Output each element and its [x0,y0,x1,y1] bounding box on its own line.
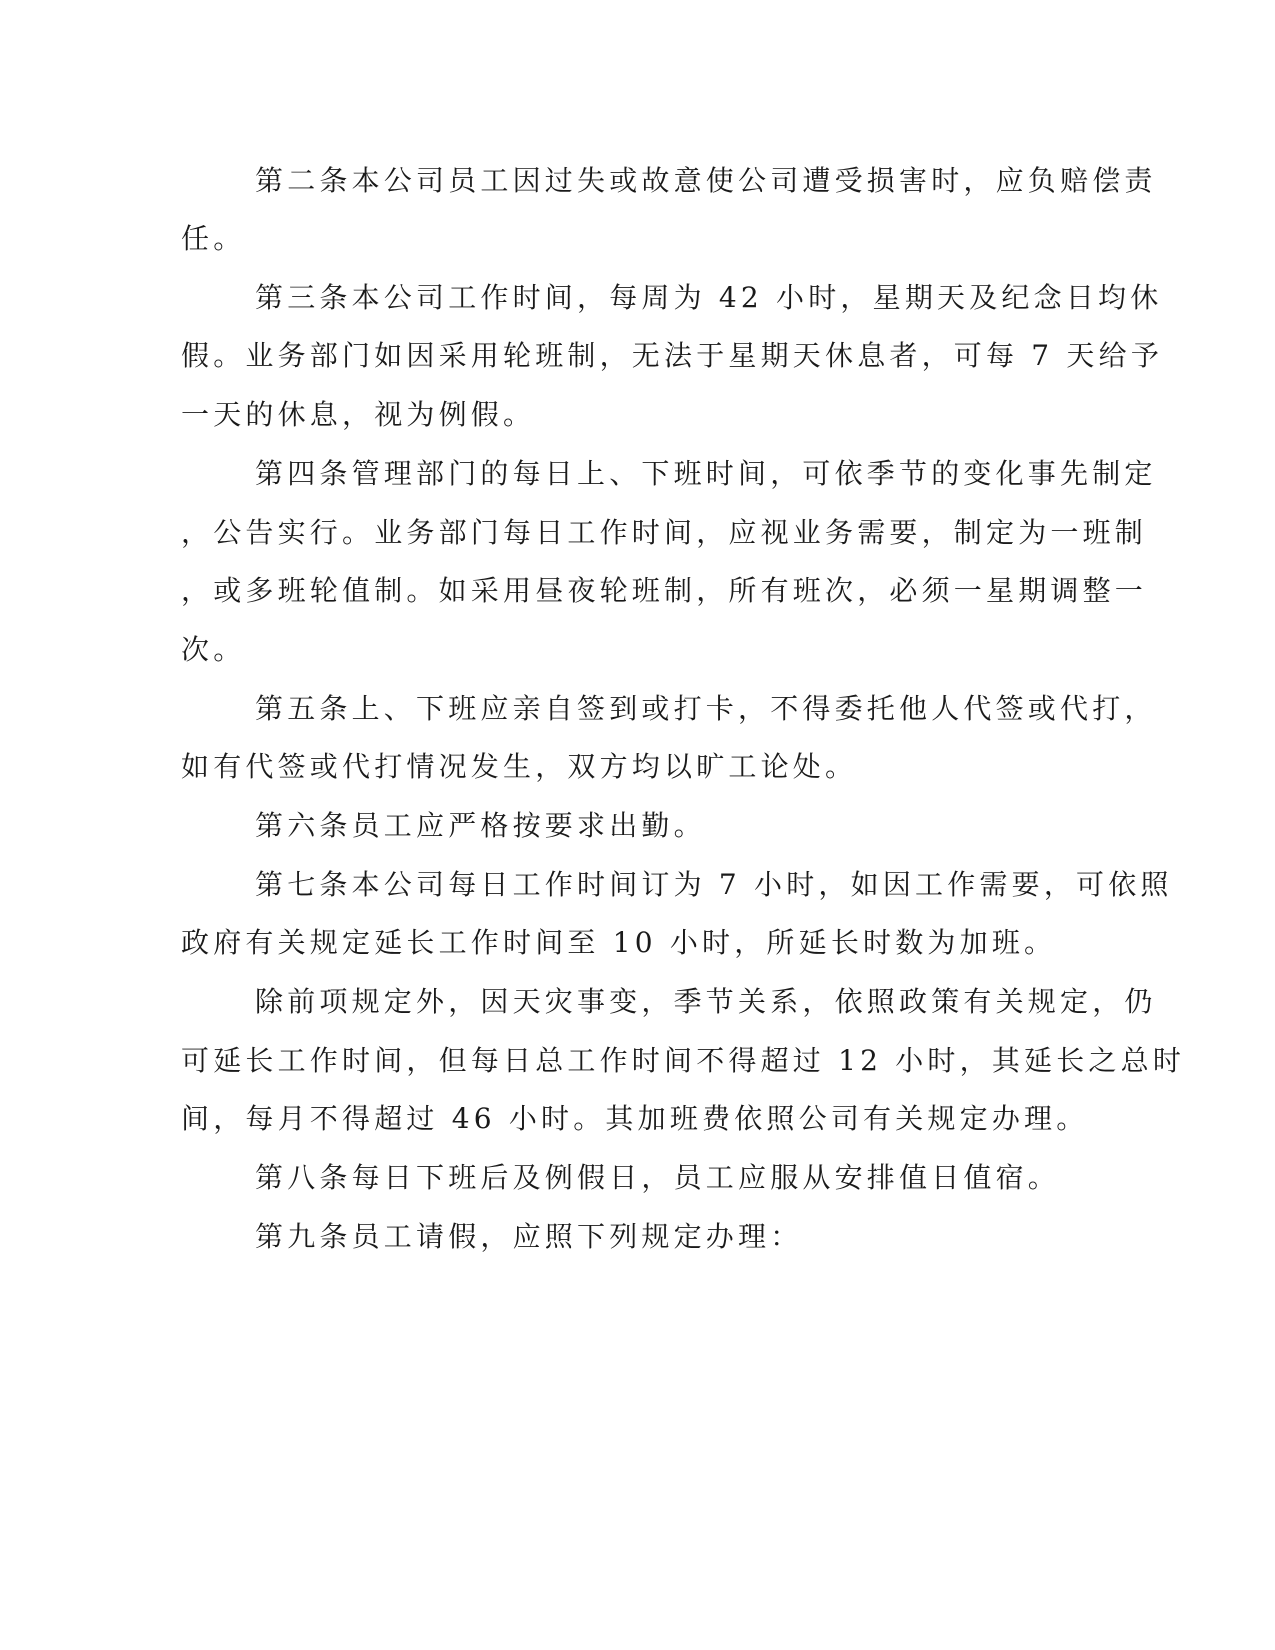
article-3-line-3: 一天的休息，视为例假。 [181,398,536,431]
article-7-line-2: 政府有关规定延长工作时间至 10 小时，所延长时数为加班。 [181,926,1057,959]
article-4-line-4: 次。 [181,633,246,666]
article-4-line-3: ，或多班轮值制。如采用昼夜轮班制，所有班次，必须一星期调整一 [181,574,1148,607]
article-3-line-2: 假。业务部门如因采用轮班制，无法于星期天休息者，可每 7 天给予 [181,339,1164,372]
article-5-line-2: 如有代签或代打情况发生，双方均以旷工论处。 [181,750,858,783]
article-7-para2-line-3: 间，每月不得超过 46 小时。其加班费依照公司有关规定办理。 [181,1102,1089,1135]
article-3-line-1: 第三条本公司工作时间，每周为 42 小时，星期天及纪念日均休 [255,281,1163,314]
article-9-line-1: 第九条员工请假，应照下列规定办理： [255,1220,803,1253]
article-2-line-2: 任。 [181,222,246,255]
article-4-line-2: ，公告实行。业务部门每日工作时间，应视业务需要，制定为一班制 [181,516,1148,549]
article-7-para2-line-1: 除前项规定外，因天灾事变，季节关系，依照政策有关规定，仍 [255,985,1157,1018]
article-7-para2-line-2: 可延长工作时间，但每日总工作时间不得超过 12 小时，其延长之总时 [181,1044,1186,1077]
article-6-line-1: 第六条员工应严格按要求出勤。 [255,809,706,842]
article-8-line-1: 第八条每日下班后及例假日，员工应服从安排值日值宿。 [255,1161,1061,1194]
article-5-line-1: 第五条上、下班应亲自签到或打卡，不得委托他人代签或代打， [255,692,1157,725]
article-4-line-1: 第四条管理部门的每日上、下班时间，可依季节的变化事先制定 [255,457,1157,490]
article-7-line-1: 第七条本公司每日工作时间订为 7 小时，如因工作需要，可依照 [255,868,1173,901]
article-2-line-1: 第二条本公司员工因过失或故意使公司遭受损害时，应负赔偿责 [255,164,1157,197]
